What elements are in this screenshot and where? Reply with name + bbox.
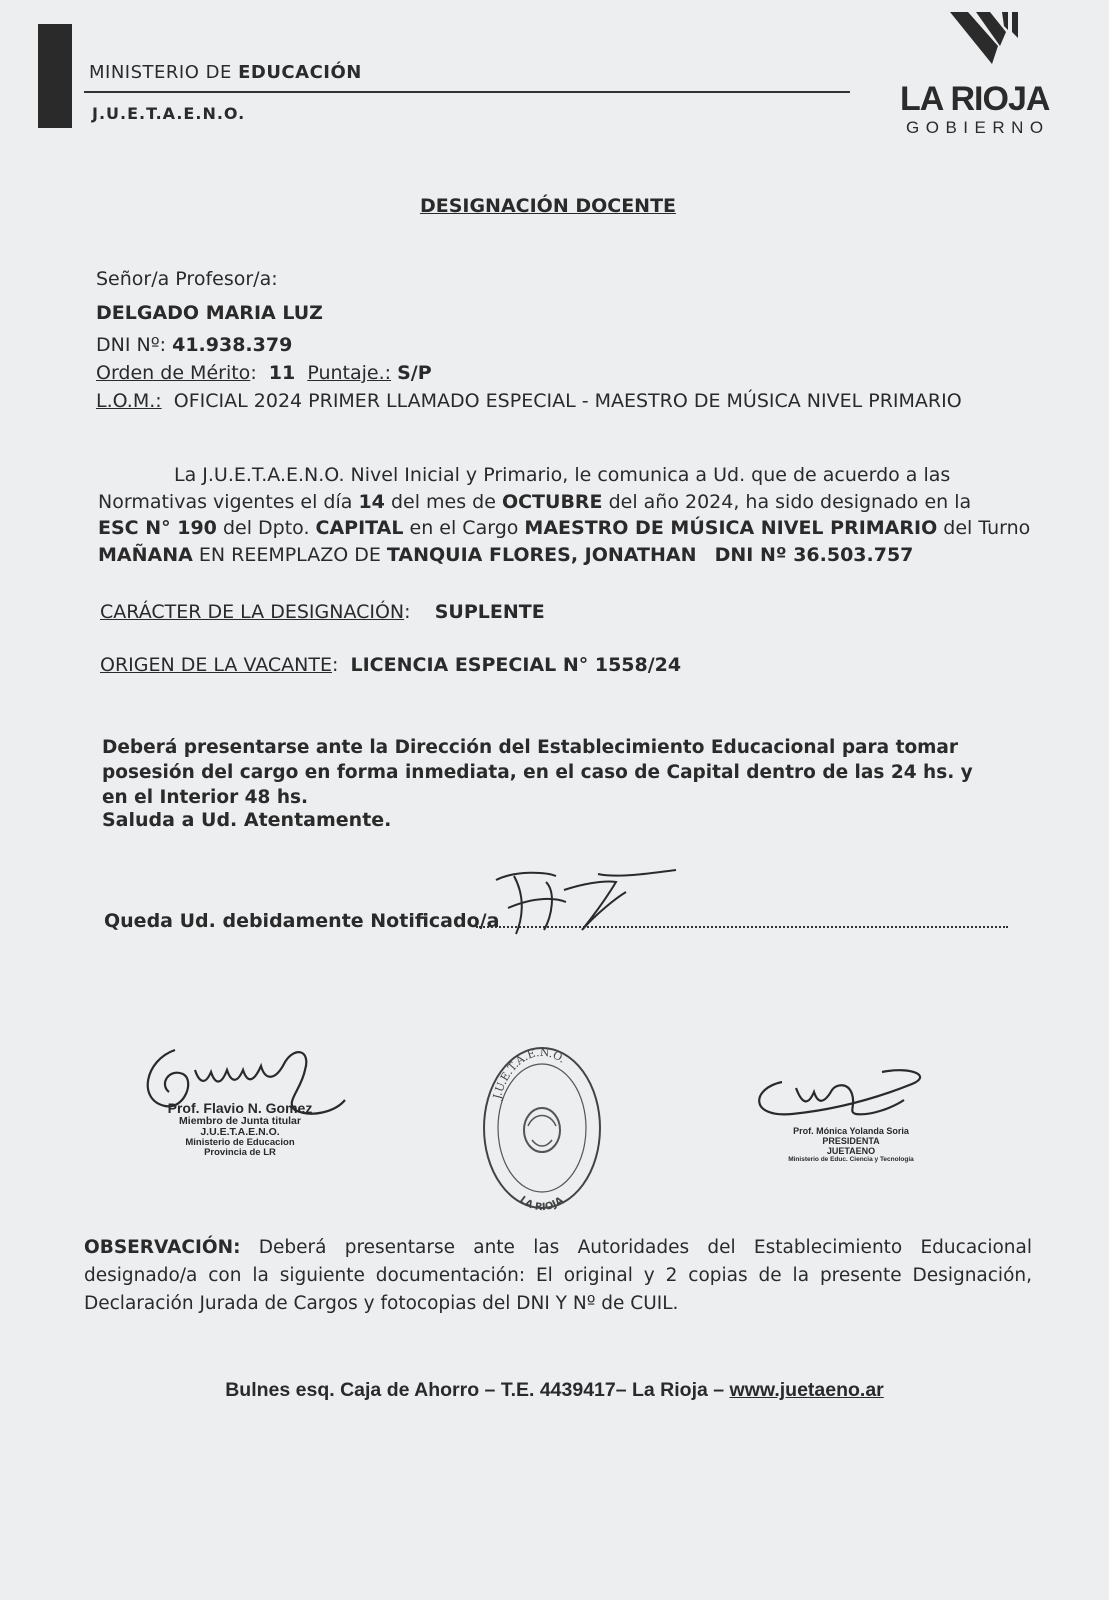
svg-text:J.U.E.T.A.E.N.O. xyxy=(490,1046,568,1102)
recipient-name: DELGADO MARIA LUZ xyxy=(96,302,323,324)
recipient-signature xyxy=(486,868,686,940)
instructions: Deberá presentarse ante la Dirección del Establecimiento Educacional para tomar posesión del cargo en forma inmediata, en el caso de Capital dentro de las 24 hs. y en el Interior 48 hs. xyxy=(102,737,973,808)
merit-line: Orden de Mérito: 11 Puntaje.: S/P xyxy=(96,362,432,384)
origin-label: ORIGEN DE LA VACANTE xyxy=(100,654,333,676)
footer xyxy=(0,1379,1109,1402)
paragraph-row-2: Normativas vigentes el día 14 del mes de OCTUBRE del año 2024, ha sido designado en la xyxy=(98,490,972,513)
document-title: DESIGNACIÓN DOCENTE xyxy=(419,195,677,217)
department: CAPITAL xyxy=(315,517,404,539)
board-name: J.U.E.T.A.E.N.O. xyxy=(92,104,246,123)
lom-line xyxy=(96,390,962,412)
right-signature xyxy=(752,1064,932,1134)
school: ESC N° 190 xyxy=(98,517,217,539)
left-signer-name: Prof. Flavio N. Gomez xyxy=(167,1100,313,1116)
seal-top-text: J.U.E.T.A.E.N.O. xyxy=(490,1045,568,1101)
merit-value: 11 xyxy=(268,362,296,384)
ministry-prefix: MINISTERIO DE xyxy=(89,62,239,83)
salutation: Señor/a Profesor/a: xyxy=(96,268,278,290)
lom-label: L.O.M.: xyxy=(96,390,162,412)
dni-line xyxy=(96,334,292,356)
seal-bottom-text: LA RIOJA xyxy=(517,1194,566,1214)
left-signature-caption xyxy=(140,1100,340,1158)
logo-name: LA RIOJA xyxy=(900,80,1050,118)
designation-month: OCTUBRE xyxy=(501,490,603,513)
right-signer-board: JUETAENO xyxy=(826,1146,876,1156)
right-signer-ministry: Ministerio de Educ. Ciencia y Tecnología xyxy=(788,1156,914,1163)
paragraph-row-4: MAÑANA EN REEMPLAZO DE TANQUIA FLORES, JONATHAN DNI Nº 36.503.757 xyxy=(98,543,914,566)
designation-paragraph xyxy=(98,462,1031,568)
character-value: SUPLENTE xyxy=(434,601,545,623)
dni-value: 41.938.379 xyxy=(172,334,293,356)
footer-address: Bulnes esq. Caja de Ahorro – T.E. 4439417– La Rioja – xyxy=(225,1379,730,1401)
character-line: CARÁCTER DE LA DESIGNACIÓN: SUPLENTE xyxy=(100,601,545,623)
character-label: CARÁCTER DE LA DESIGNACIÓN xyxy=(100,601,405,623)
header-bar xyxy=(38,24,72,128)
score-value: S/P xyxy=(397,362,432,384)
right-signer-name: Prof. Mónica Yolanda Soria xyxy=(793,1126,909,1136)
ministry-name xyxy=(89,62,362,83)
left-signer-board: J.U.E.T.A.E.N.O. xyxy=(200,1126,280,1138)
dni-label: DNI Nº: xyxy=(96,334,167,356)
score-label: Puntaje.: xyxy=(307,362,392,384)
origin-line: ORIGEN DE LA VACANTE: LICENCIA ESPECIAL N° 1558/24 xyxy=(100,654,682,676)
shift: MAÑANA xyxy=(98,543,193,566)
lom-value: OFICIAL 2024 PRIMER LLAMADO ESPECIAL - MAESTRO DE MÚSICA NIVEL PRIMARIO xyxy=(173,390,962,412)
greeting: Saluda a Ud. Atentamente. xyxy=(102,809,392,831)
observation-label: OBSERVACIÓN: xyxy=(84,1237,241,1258)
left-signer-role: Miembro de Junta titular xyxy=(179,1115,301,1127)
logo-sub: GOBIERNO xyxy=(906,118,1050,137)
replaced-teacher: TANQUIA FLORES, JONATHAN xyxy=(386,543,697,566)
header-rule xyxy=(84,91,850,93)
designation-day: 14 xyxy=(358,490,385,513)
right-signer-role: PRESIDENTA xyxy=(822,1136,880,1146)
paragraph-row-3: ESC N° 190 del Dpto. CAPITAL en el Cargo MAESTRO DE MÚSICA NIVEL PRIMARIO del Turno xyxy=(98,517,1031,539)
merit-label: Orden de Mérito xyxy=(96,362,251,384)
replaced-dni: DNI Nº 36.503.757 xyxy=(714,543,914,566)
ministry-bold: EDUCACIÓN xyxy=(238,62,362,83)
observation-text: Deberá presentarse ante las Autoridades del Establecimiento Educacional designado/a con la siguiente documentación: El original y 2 copias de la presente Designación, Declaración Jurada de Cargos y fotocopias del DNI Y Nº de CUIL. xyxy=(84,1237,1032,1314)
svg-text:LA RIOJA xyxy=(517,1195,566,1214)
official-seal-icon xyxy=(476,1040,608,1216)
right-signature-caption xyxy=(776,1126,926,1164)
paragraph-row-1: La J.U.E.T.A.E.N.O. Nivel Inicial y Primario, le comunica a Ud. que de acuerdo a las xyxy=(174,464,951,486)
position: MAESTRO DE MÚSICA NIVEL PRIMARIO xyxy=(524,517,938,539)
left-signer-ministry: Ministerio de Educacion xyxy=(185,1137,295,1148)
left-signer-province: Provincia de LR xyxy=(204,1147,276,1158)
footer-website-link[interactable]: www.juetaeno.ar xyxy=(729,1379,884,1401)
origin-value: LICENCIA ESPECIAL N° 1558/24 xyxy=(350,654,682,676)
notified-label: Queda Ud. debidamente Notificado/a xyxy=(104,910,500,932)
la-rioja-logo-icon xyxy=(950,12,1020,82)
observation xyxy=(84,1234,1032,1318)
